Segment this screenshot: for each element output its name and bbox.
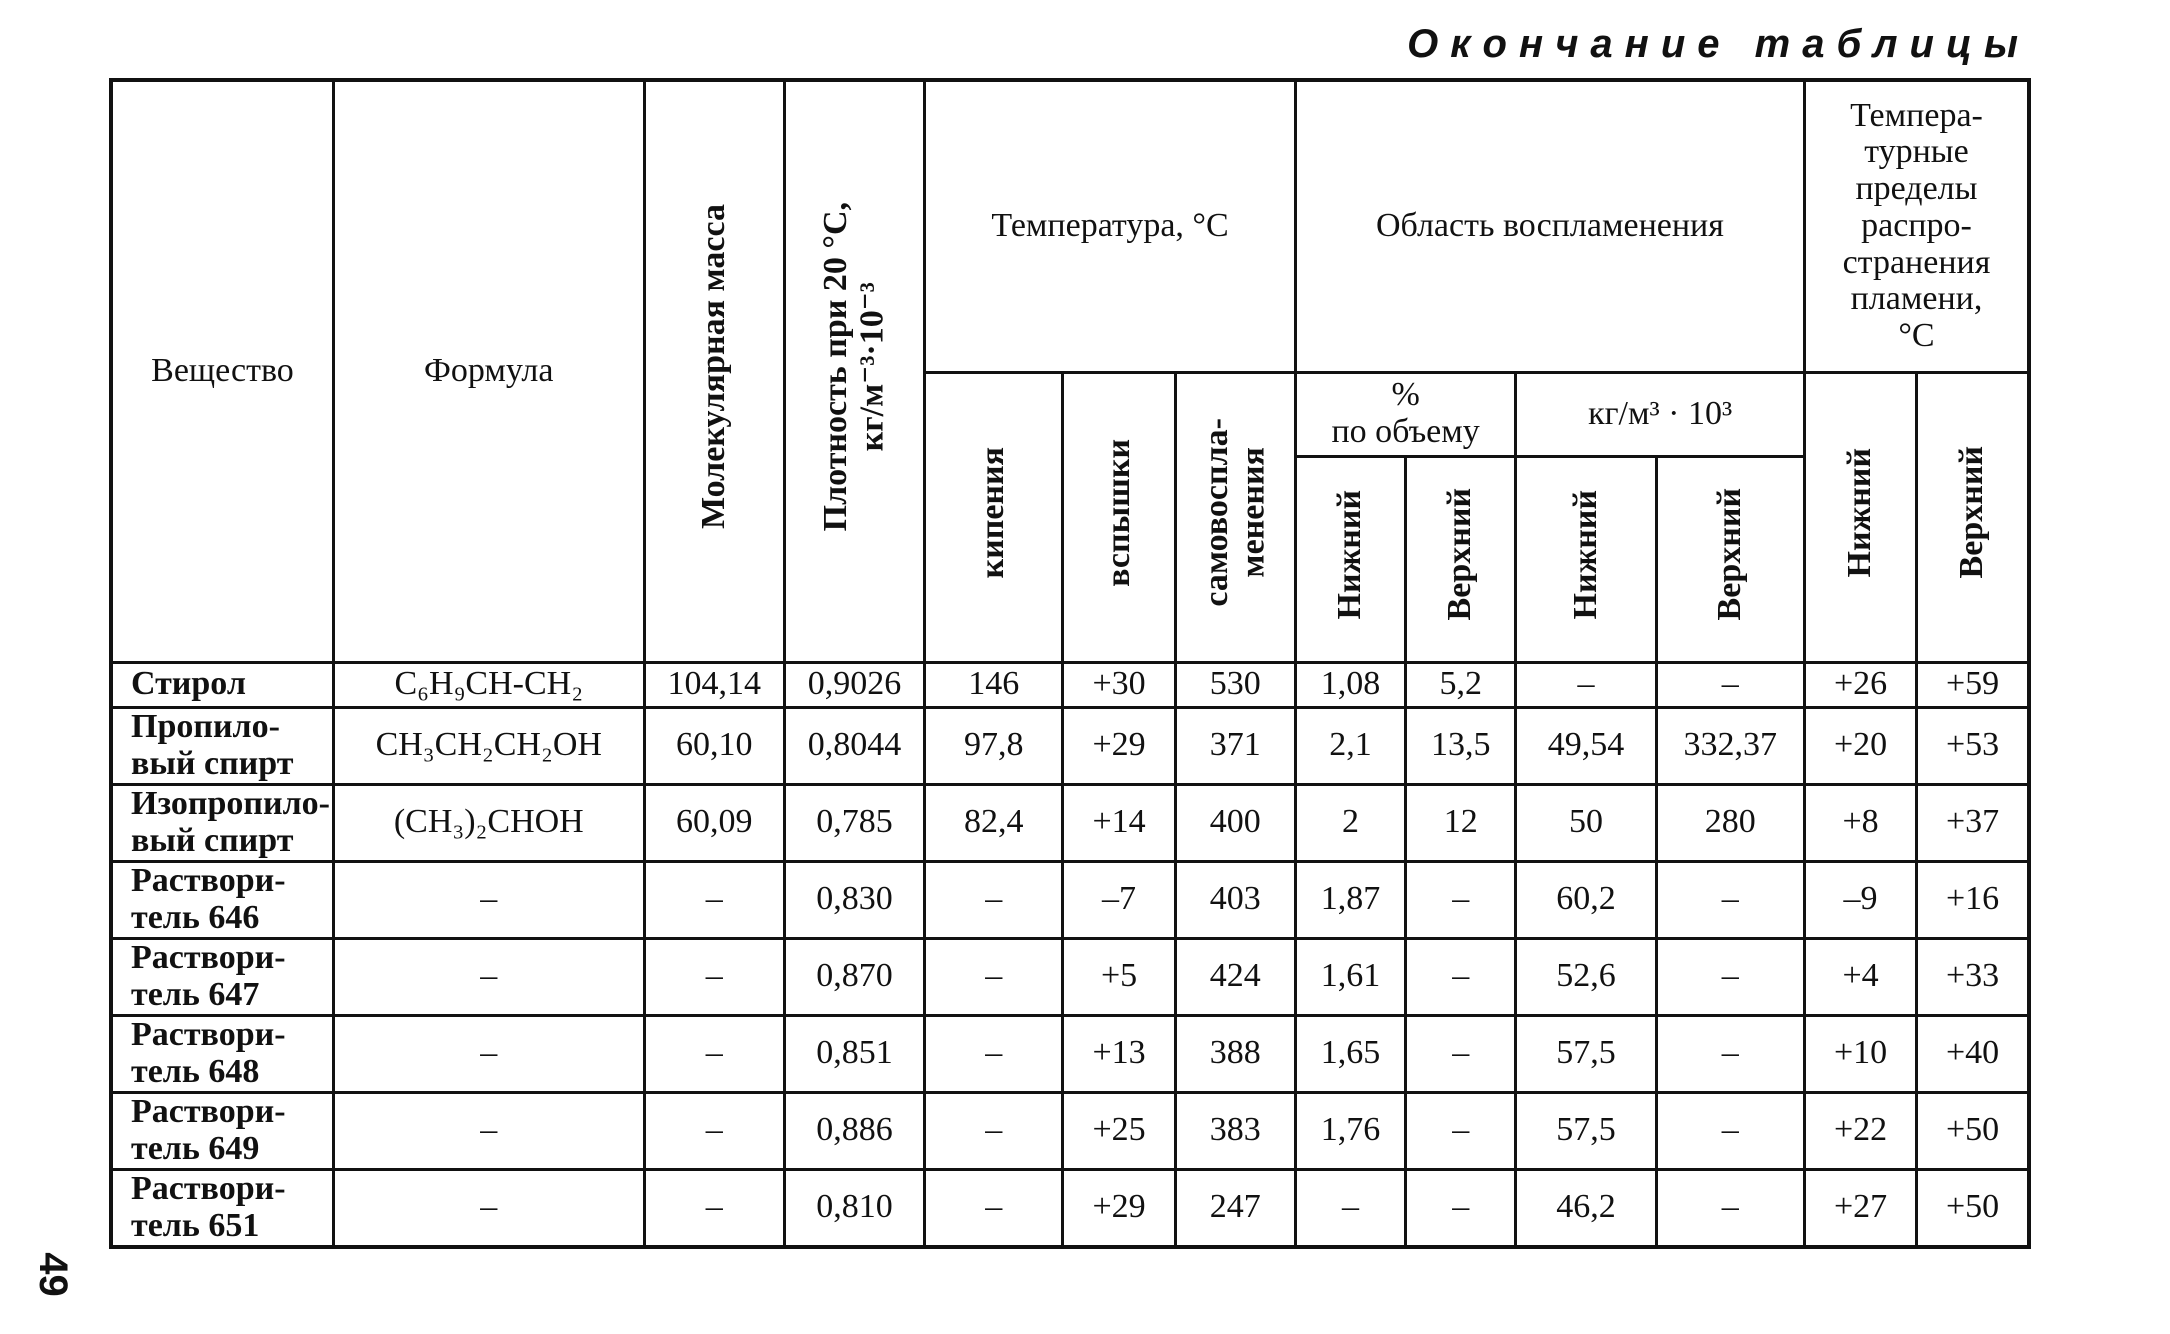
header-percent-lower: Нижний bbox=[1331, 489, 1369, 620]
table-row bbox=[111, 707, 2029, 784]
table-row bbox=[111, 938, 2029, 1015]
cell-mass: – bbox=[644, 938, 784, 1015]
cell-auto: 403 bbox=[1175, 861, 1295, 938]
header-boiling: кипения bbox=[974, 446, 1012, 579]
header-formula: Формула bbox=[333, 80, 644, 662]
cell-ku: 280 bbox=[1656, 784, 1804, 861]
cell-tu: +50 bbox=[1917, 1092, 2029, 1169]
cell-boil: 82,4 bbox=[925, 784, 1063, 861]
cell-tl: +22 bbox=[1804, 1092, 1916, 1169]
table-body bbox=[111, 662, 2029, 1247]
cell-formula: – bbox=[333, 1169, 644, 1247]
header-density: Плотность при 20 °С, кг/м⁻³·10⁻³ bbox=[816, 202, 891, 532]
header-molar-mass: Молекулярная масса bbox=[694, 204, 732, 530]
header-flash: вспышки bbox=[1099, 438, 1137, 587]
cell-auto: 424 bbox=[1175, 938, 1295, 1015]
cell-pu: – bbox=[1406, 1169, 1516, 1247]
cell-density: 0,830 bbox=[784, 861, 924, 938]
cell-pu: 12 bbox=[1406, 784, 1516, 861]
cell-flash: +29 bbox=[1063, 707, 1175, 784]
header-autoignition: самовоспла- менения bbox=[1197, 418, 1272, 607]
cell-boil: 146 bbox=[925, 662, 1063, 707]
header-flame-upper: Верхний bbox=[1953, 446, 1991, 579]
cell-name: Раствори- тель 648 bbox=[111, 1015, 333, 1092]
cell-boil: – bbox=[925, 938, 1063, 1015]
header-flammability: Область воспламенения bbox=[1295, 80, 1804, 372]
cell-tl: +20 bbox=[1804, 707, 1916, 784]
cell-name: Раствори- тель 651 bbox=[111, 1169, 333, 1247]
cell-ku: – bbox=[1656, 1169, 1804, 1247]
cell-density: 0,9026 bbox=[784, 662, 924, 707]
cell-pl: 2,1 bbox=[1295, 707, 1405, 784]
cell-kl: 57,5 bbox=[1516, 1092, 1656, 1169]
table-row bbox=[111, 1015, 2029, 1092]
cell-kl: 57,5 bbox=[1516, 1015, 1656, 1092]
cell-density: 0,810 bbox=[784, 1169, 924, 1247]
cell-mass: – bbox=[644, 1015, 784, 1092]
cell-auto: 400 bbox=[1175, 784, 1295, 861]
cell-kl: 49,54 bbox=[1516, 707, 1656, 784]
cell-auto: 371 bbox=[1175, 707, 1295, 784]
cell-pl: 2 bbox=[1295, 784, 1405, 861]
header-kg-lower: Нижний bbox=[1566, 489, 1604, 620]
cell-pl: 1,65 bbox=[1295, 1015, 1405, 1092]
cell-ku: – bbox=[1656, 1092, 1804, 1169]
cell-flash: +29 bbox=[1063, 1169, 1175, 1247]
cell-pl: 1,08 bbox=[1295, 662, 1405, 707]
header-kg-m3: кг/м³ · 10³ bbox=[1516, 372, 1805, 456]
header-percent-volume: % по объему bbox=[1295, 372, 1515, 456]
cell-auto: 383 bbox=[1175, 1092, 1295, 1169]
header-temperature: Температура, °С bbox=[925, 80, 1296, 372]
cell-tu: +59 bbox=[1917, 662, 2029, 707]
cell-kl: 46,2 bbox=[1516, 1169, 1656, 1247]
cell-tl: –9 bbox=[1804, 861, 1916, 938]
cell-formula: CH₃CH₂CH₂OH bbox=[333, 707, 644, 784]
cell-tu: +33 bbox=[1917, 938, 2029, 1015]
cell-mass: 60,09 bbox=[644, 784, 784, 861]
table-row bbox=[111, 1092, 2029, 1169]
cell-kl: 60,2 bbox=[1516, 861, 1656, 938]
cell-auto: 247 bbox=[1175, 1169, 1295, 1247]
cell-tl: +8 bbox=[1804, 784, 1916, 861]
data-table bbox=[109, 78, 2031, 1249]
cell-tu: +53 bbox=[1917, 707, 2029, 784]
cell-mass: – bbox=[644, 861, 784, 938]
table-caption: Окончание таблицы bbox=[1407, 22, 2030, 66]
cell-density: 0,870 bbox=[784, 938, 924, 1015]
header-kg-upper: Верхний bbox=[1710, 488, 1748, 621]
cell-mass: 104,14 bbox=[644, 662, 784, 707]
cell-tu: +37 bbox=[1917, 784, 2029, 861]
cell-name: Раствори- тель 647 bbox=[111, 938, 333, 1015]
cell-density: 0,785 bbox=[784, 784, 924, 861]
header-flame-lower: Нижний bbox=[1841, 447, 1879, 578]
cell-formula: (CH₃)₂CHOH bbox=[333, 784, 644, 861]
cell-flash: +30 bbox=[1063, 662, 1175, 707]
cell-tu: +50 bbox=[1917, 1169, 2029, 1247]
cell-pu: 5,2 bbox=[1406, 662, 1516, 707]
cell-kl: – bbox=[1516, 662, 1656, 707]
cell-formula: – bbox=[333, 1092, 644, 1169]
cell-boil: – bbox=[925, 861, 1063, 938]
header-flame-limits: Темпера- турные пределы распро- странения пламени, °С bbox=[1804, 80, 2029, 372]
cell-boil: – bbox=[925, 1015, 1063, 1092]
cell-flash: –7 bbox=[1063, 861, 1175, 938]
cell-formula: – bbox=[333, 861, 644, 938]
table-row bbox=[111, 662, 2029, 707]
cell-mass: – bbox=[644, 1092, 784, 1169]
cell-formula: – bbox=[333, 938, 644, 1015]
cell-tl: +26 bbox=[1804, 662, 1916, 707]
table-row bbox=[111, 784, 2029, 861]
page-number: 49 bbox=[30, 1252, 75, 1297]
cell-pl: 1,61 bbox=[1295, 938, 1405, 1015]
cell-ku: – bbox=[1656, 938, 1804, 1015]
cell-auto: 388 bbox=[1175, 1015, 1295, 1092]
cell-flash: +25 bbox=[1063, 1092, 1175, 1169]
cell-pu: 13,5 bbox=[1406, 707, 1516, 784]
cell-kl: 50 bbox=[1516, 784, 1656, 861]
cell-tu: +40 bbox=[1917, 1015, 2029, 1092]
cell-mass: 60,10 bbox=[644, 707, 784, 784]
cell-pu: – bbox=[1406, 861, 1516, 938]
cell-formula: C₆H₉CH-CH₂ bbox=[333, 662, 644, 707]
cell-flash: +5 bbox=[1063, 938, 1175, 1015]
cell-tu: +16 bbox=[1917, 861, 2029, 938]
cell-ku: – bbox=[1656, 861, 1804, 938]
cell-tl: +4 bbox=[1804, 938, 1916, 1015]
cell-ku: – bbox=[1656, 662, 1804, 707]
cell-tl: +10 bbox=[1804, 1015, 1916, 1092]
cell-ku: – bbox=[1656, 1015, 1804, 1092]
cell-pu: – bbox=[1406, 1015, 1516, 1092]
cell-boil: – bbox=[925, 1169, 1063, 1247]
header-substance: Вещество bbox=[111, 80, 333, 662]
cell-name: Пропило- вый спирт bbox=[111, 707, 333, 784]
cell-name: Раствори- тель 646 bbox=[111, 861, 333, 938]
table-row bbox=[111, 1169, 2029, 1247]
cell-pu: – bbox=[1406, 1092, 1516, 1169]
cell-flash: +13 bbox=[1063, 1015, 1175, 1092]
header-percent-upper: Верхний bbox=[1441, 488, 1479, 621]
cell-name: Стирол bbox=[111, 662, 333, 707]
cell-density: 0,8044 bbox=[784, 707, 924, 784]
cell-density: 0,886 bbox=[784, 1092, 924, 1169]
cell-boil: 97,8 bbox=[925, 707, 1063, 784]
table-header bbox=[111, 80, 2029, 662]
cell-name: Раствори- тель 649 bbox=[111, 1092, 333, 1169]
cell-ku: 332,37 bbox=[1656, 707, 1804, 784]
cell-mass: – bbox=[644, 1169, 784, 1247]
cell-pl: 1,76 bbox=[1295, 1092, 1405, 1169]
cell-pl: 1,87 bbox=[1295, 861, 1405, 938]
cell-kl: 52,6 bbox=[1516, 938, 1656, 1015]
cell-tl: +27 bbox=[1804, 1169, 1916, 1247]
cell-density: 0,851 bbox=[784, 1015, 924, 1092]
cell-pu: – bbox=[1406, 938, 1516, 1015]
cell-name: Изопропило- вый спирт bbox=[111, 784, 333, 861]
cell-flash: +14 bbox=[1063, 784, 1175, 861]
cell-auto: 530 bbox=[1175, 662, 1295, 707]
cell-boil: – bbox=[925, 1092, 1063, 1169]
table-row bbox=[111, 861, 2029, 938]
cell-formula: – bbox=[333, 1015, 644, 1092]
cell-pl: – bbox=[1295, 1169, 1405, 1247]
